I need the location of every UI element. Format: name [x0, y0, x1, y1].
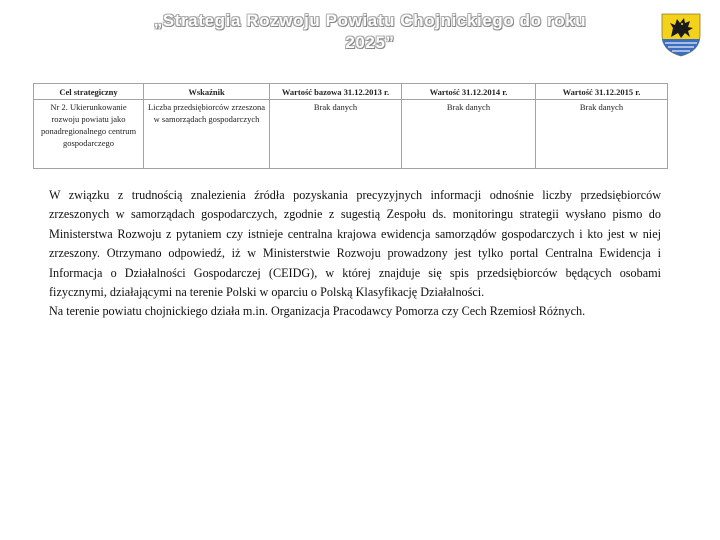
page-title: „Strategia Rozwoju Powiatu Chojnickiego do roku 2025” — [153, 11, 587, 52]
table-cell-indicator: Liczba przedsiębiorców zrzeszona w samorządach gospodarczych — [144, 100, 270, 169]
table-cell-value-2015: Brak danych — [536, 100, 668, 169]
column-header: Wartość 31.12.2015 r. — [536, 84, 668, 100]
column-header: Cel strategiczny — [34, 84, 144, 100]
table-cell-goal: Nr 2. Ukierunkowanie rozwoju powiatu jako ponadregionalnego centrum gospodarczego — [34, 100, 144, 169]
column-header: Wartość 31.12.2014 r. — [402, 84, 536, 100]
table-header-row — [34, 84, 668, 100]
indicator-table — [33, 83, 668, 169]
paragraph: W związku z trudnością znalezienia źródła pozyskania precyzyjnych informacji odnośnie liczby przedsiębiorców zrzeszonych w samorządach gospodarczych, zgodnie z sugestią Zespołu ds. monitoringu strategii wysłano pismo do Ministerstwa Rozwoju z pytaniem czy istnieje centralna krajowa ewidencja samorządów gospodarczych i kto jest w niej zrzeszony. Otrzymano odpowiedź, iż w Ministerstwie Rozwoju prowadzony jest tylko portal Centralna Ewidencja i Informacja o Działalności Gospodarczej (CEIDG), w której znajduje się spis przedsiębiorców będących osobami fizycznymi, działającymi na terenie Polski w oparciu o Polską Klasyfikację Działalności. — [49, 188, 661, 300]
table-cell-value-2013: Brak danych — [270, 100, 402, 169]
body-text — [49, 186, 661, 322]
column-header: Wskaźnik — [144, 84, 270, 100]
table-cell-value-2014: Brak danych — [402, 100, 536, 169]
column-header: Wartość bazowa 31.12.2013 r. — [270, 84, 402, 100]
griffin-crest-icon — [661, 13, 701, 57]
table-row — [34, 100, 668, 169]
paragraph: Na terenie powiatu chojnickiego działa m.in. Organizacja Pracodawcy Pomorza czy Cech Rzemiosł Różnych. — [49, 304, 586, 319]
